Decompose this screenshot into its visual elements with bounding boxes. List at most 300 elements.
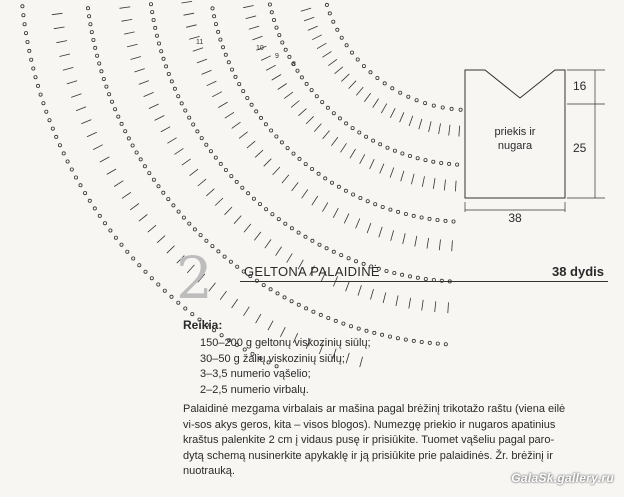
- double-crochet-stitch: [306, 116, 314, 124]
- chain-stitch: [440, 161, 443, 164]
- double-crochet-stitch: [184, 13, 195, 15]
- chain-stitch: [173, 87, 176, 90]
- chain-stitch: [305, 82, 308, 85]
- chain-stitch: [247, 192, 250, 195]
- double-crochet-stitch: [341, 74, 349, 82]
- chain-stitch: [365, 135, 368, 138]
- chain-stitch: [199, 234, 202, 237]
- double-crochet-stitch: [225, 112, 234, 118]
- chain-stitch: [415, 99, 418, 102]
- chain-stitch: [432, 104, 435, 107]
- chain-stitch: [188, 116, 191, 119]
- chain-stitch: [391, 87, 394, 90]
- chain-stitch: [304, 163, 307, 166]
- chain-stitch: [223, 255, 226, 258]
- chain-stitch: [428, 217, 431, 220]
- chain-stitch: [160, 50, 163, 53]
- chain-stitch: [191, 313, 194, 316]
- chain-stitch: [444, 219, 447, 222]
- chain-stitch: [55, 135, 58, 138]
- double-crochet-stitch: [202, 70, 212, 74]
- pattern-header: [240, 262, 608, 282]
- chain-stitch: [93, 207, 96, 210]
- chain-stitch: [117, 115, 120, 118]
- chain-stitch: [319, 313, 322, 316]
- chain-stitch: [280, 141, 283, 144]
- row-marker: 9: [275, 53, 279, 60]
- chain-stitch: [351, 127, 354, 130]
- materials-item: 30–50 g žalių viskozinių siūlų;: [200, 352, 345, 365]
- double-crochet-stitch: [232, 299, 238, 308]
- chain-stitch: [102, 77, 105, 80]
- chain-stitch: [383, 82, 386, 85]
- double-crochet-stitch: [391, 230, 394, 240]
- double-crochet-stitch: [444, 180, 445, 191]
- chain-stitch: [304, 235, 307, 238]
- chain-stitch: [272, 18, 275, 21]
- double-crochet-stitch: [449, 125, 450, 136]
- double-crochet-stitch: [379, 227, 382, 237]
- chain-stitch: [332, 112, 335, 115]
- chain-stitch: [275, 26, 278, 29]
- materials-list: [200, 336, 371, 398]
- chain-stitch: [236, 265, 239, 268]
- chain-stitch: [242, 90, 245, 93]
- chain-stitch: [352, 193, 355, 196]
- chain-stitch: [412, 214, 415, 217]
- double-crochet-stitch: [67, 81, 77, 84]
- schematic-label-line2: nugara: [497, 140, 533, 152]
- instructions-paragraph: [183, 402, 603, 480]
- double-crochet-stitch: [356, 219, 360, 229]
- chain-stitch: [283, 296, 286, 299]
- double-crochet-stitch: [350, 149, 356, 158]
- chain-stitch: [162, 191, 165, 194]
- chain-stitch: [255, 110, 258, 113]
- chain-stitch: [318, 243, 321, 246]
- double-crochet-stitch: [419, 119, 422, 129]
- chain-stitch: [436, 342, 439, 345]
- chain-stitch: [416, 157, 419, 160]
- chain-stitch: [217, 250, 220, 253]
- chain-stitch: [219, 38, 222, 41]
- chain-stitch: [205, 239, 208, 242]
- double-crochet-stitch: [93, 145, 103, 150]
- chain-stitch: [436, 218, 439, 221]
- chain-stitch: [262, 284, 265, 287]
- double-crochet-stitch: [298, 109, 306, 116]
- chain-stitch: [162, 57, 165, 60]
- dimension-top: 16: [573, 79, 587, 93]
- double-crochet-stitch: [127, 44, 138, 47]
- double-crochet-stitch: [244, 224, 251, 232]
- chain-stitch: [325, 247, 328, 250]
- double-crochet-stitch: [344, 214, 349, 224]
- chain-stitch: [196, 130, 199, 133]
- double-crochet-stitch: [312, 35, 322, 40]
- double-crochet-stitch: [207, 81, 217, 86]
- double-crochet-stitch: [381, 104, 387, 113]
- chain-stitch: [143, 165, 146, 168]
- double-crochet-stitch: [239, 132, 248, 139]
- chain-stitch: [366, 200, 369, 203]
- chain-stitch: [214, 23, 217, 26]
- chain-stitch: [432, 160, 435, 163]
- double-crochet-stitch: [390, 168, 394, 178]
- chain-stitch: [39, 93, 42, 96]
- double-crochet-stitch: [122, 192, 131, 198]
- chain-stitch: [58, 144, 61, 147]
- chain-stitch: [127, 137, 130, 140]
- chain-stitch: [193, 228, 196, 231]
- double-crochet-stitch: [341, 143, 347, 152]
- chain-stitch: [114, 236, 117, 239]
- chain-stitch: [369, 71, 372, 74]
- chain-stitch: [138, 264, 141, 267]
- double-crochet-stitch: [317, 43, 326, 49]
- chain-stitch: [408, 154, 411, 157]
- double-crochet-stitch: [206, 189, 214, 196]
- double-crochet-stitch: [59, 54, 70, 57]
- instructions-line: kraštus palenkite 2 cm į vidaus pusę ir prisiūkite. Tuomet vąšeliu pagal paro-: [183, 434, 555, 446]
- chain-stitch: [276, 292, 279, 295]
- chain-stitch: [328, 12, 331, 15]
- double-crochet-stitch: [107, 169, 116, 174]
- chain-stitch: [45, 110, 48, 113]
- chain-stitch: [428, 341, 431, 344]
- chain-stitch: [74, 176, 77, 179]
- chain-stitch: [62, 152, 65, 155]
- chain-stitch: [86, 7, 89, 10]
- chain-stitch: [284, 222, 287, 225]
- double-crochet-stitch: [167, 138, 176, 144]
- chain-stitch: [152, 18, 155, 21]
- double-crochet-stitch: [265, 239, 271, 248]
- chain-stitch: [349, 325, 352, 328]
- chain-stitch: [334, 319, 337, 322]
- chain-stitch: [396, 337, 399, 340]
- double-crochet-stitch: [249, 26, 259, 29]
- double-crochet-stitch: [364, 93, 370, 102]
- double-crochet-stitch: [401, 171, 404, 181]
- double-crochet-stitch: [278, 84, 287, 90]
- chain-stitch: [275, 135, 278, 138]
- chain-stitch: [297, 303, 300, 306]
- materials-item: 150–200 g geltonų viskozinių siūlų;: [200, 337, 371, 349]
- double-crochet-stitch: [244, 307, 250, 316]
- chain-stitch: [100, 70, 103, 73]
- materials-heading: Reikia:: [183, 318, 223, 332]
- double-crochet-stitch: [276, 247, 282, 256]
- double-crochet-stitch: [371, 289, 374, 299]
- chain-stitch: [219, 162, 222, 165]
- double-crochet-stitch: [139, 81, 149, 85]
- double-crochet-stitch: [56, 41, 67, 43]
- double-crochet-stitch: [272, 75, 281, 81]
- chain-stitch: [22, 14, 25, 17]
- chain-stitch: [209, 150, 212, 153]
- chain-stitch: [372, 139, 375, 142]
- chain-stitch: [317, 172, 320, 175]
- chain-stitch: [110, 100, 113, 103]
- double-crochet-stitch: [71, 94, 81, 98]
- double-crochet-stitch: [328, 59, 337, 65]
- materials-item: 2–2,5 numerio virbalų.: [200, 383, 309, 396]
- chain-stitch: [404, 338, 407, 341]
- chain-stitch: [297, 231, 300, 234]
- chain-stitch: [170, 295, 173, 298]
- double-crochet-stitch: [174, 148, 183, 154]
- double-crochet-stitch: [400, 112, 404, 122]
- double-crochet-stitch: [198, 179, 206, 186]
- double-crochet-stitch: [247, 141, 255, 148]
- chain-stitch: [397, 210, 400, 213]
- chain-stitch: [358, 131, 361, 134]
- chain-stitch: [24, 31, 27, 34]
- double-crochet-stitch: [292, 182, 299, 191]
- chain-stitch: [362, 65, 365, 68]
- double-crochet-stitch: [232, 122, 241, 128]
- chain-stitch: [98, 62, 101, 65]
- double-crochet-stitch: [291, 101, 299, 108]
- materials-item: 3–3,5 numerio vąšelio;: [200, 368, 311, 380]
- chain-stitch: [269, 288, 272, 291]
- chain-stitch: [182, 216, 185, 219]
- chain-stitch: [290, 227, 293, 230]
- instructions-line: nuotrauką.: [183, 465, 235, 477]
- chain-stitch: [284, 48, 287, 51]
- chain-stitch: [321, 101, 324, 104]
- chain-stitch: [167, 72, 170, 75]
- double-crochet-stitch: [181, 1, 192, 3]
- chain-stitch: [270, 11, 273, 14]
- chain-stitch: [157, 42, 160, 45]
- chain-stitch: [332, 250, 335, 253]
- chain-stitch: [300, 76, 303, 79]
- chain-stitch: [109, 229, 112, 232]
- chain-stitch: [278, 34, 281, 37]
- double-crochet-stitch: [225, 207, 233, 215]
- double-crochet-stitch: [403, 233, 406, 244]
- chain-stitch: [340, 36, 343, 39]
- chain-stitch: [345, 44, 348, 47]
- chain-stitch: [23, 23, 26, 26]
- double-crochet-stitch: [124, 32, 135, 34]
- double-crochet-stitch: [148, 225, 156, 232]
- chain-stitch: [292, 152, 295, 155]
- chain-stitch: [325, 3, 328, 6]
- chain-stitch: [420, 340, 423, 343]
- chain-stitch: [264, 123, 267, 126]
- chain-stitch: [214, 156, 217, 159]
- double-crochet-stitch: [149, 104, 159, 109]
- chain-stitch: [34, 76, 37, 79]
- double-crochet-stitch: [134, 69, 144, 72]
- chain-stitch: [170, 80, 173, 83]
- chain-stitch: [338, 117, 341, 120]
- chain-stitch: [376, 76, 379, 79]
- chain-stitch: [268, 3, 271, 6]
- double-crochet-stitch: [427, 238, 429, 249]
- chain-stitch: [120, 122, 123, 125]
- chain-stitch: [288, 55, 291, 58]
- chain-stitch: [94, 46, 97, 49]
- double-crochet-stitch: [76, 107, 86, 111]
- chain-stitch: [311, 239, 314, 242]
- chain-stitch: [310, 89, 313, 92]
- chain-stitch: [139, 158, 142, 161]
- chain-stitch: [330, 181, 333, 184]
- chain-stitch: [381, 333, 384, 336]
- double-crochet-stitch: [383, 293, 386, 304]
- double-crochet-stitch: [255, 150, 263, 157]
- chain-stitch: [105, 85, 108, 88]
- chain-stitch: [420, 216, 423, 219]
- chain-stitch: [344, 189, 347, 192]
- chain-stitch: [148, 172, 151, 175]
- chain-stitch: [336, 28, 339, 31]
- double-crochet-stitch: [256, 314, 261, 323]
- chain-stitch: [108, 93, 111, 96]
- chain-stitch: [157, 283, 160, 286]
- chain-stitch: [259, 116, 262, 119]
- double-crochet-stitch: [346, 281, 350, 291]
- double-crochet-stitch: [254, 232, 261, 241]
- chain-stitch: [205, 143, 208, 146]
- chain-stitch: [211, 7, 214, 10]
- chain-stitch: [172, 204, 175, 207]
- chain-stitch: [327, 316, 330, 319]
- chain-stitch: [167, 198, 170, 201]
- chain-stitch: [441, 106, 444, 109]
- double-crochet-stitch: [429, 121, 432, 131]
- chain-stitch: [48, 119, 51, 122]
- chain-stitch: [235, 180, 238, 183]
- double-crochet-stitch: [331, 137, 338, 146]
- chain-stitch: [332, 20, 335, 23]
- instructions-line: Palaidinė mezgama virbalais ar mašina pagal brėžinį trikotažo raštu (viena eilė: [183, 403, 566, 415]
- chain-stitch: [399, 91, 402, 94]
- chain-stitch: [337, 185, 340, 188]
- chain-stitch: [389, 208, 392, 211]
- chain-stitch: [42, 102, 45, 105]
- double-crochet-stitch: [273, 167, 280, 175]
- double-crochet-stitch: [157, 236, 165, 243]
- double-crochet-stitch: [323, 131, 330, 139]
- double-crochet-stitch: [212, 92, 222, 97]
- chain-stitch: [132, 257, 135, 260]
- pattern-size: 38 dydis: [551, 264, 604, 279]
- chain-stitch: [238, 83, 241, 86]
- chain-stitch: [229, 260, 232, 263]
- chain-stitch: [79, 184, 82, 187]
- chain-stitch: [315, 95, 318, 98]
- chain-stitch: [157, 185, 160, 188]
- double-crochet-stitch: [367, 223, 371, 233]
- double-crochet-stitch: [435, 301, 436, 312]
- chain-stitch: [312, 310, 315, 313]
- double-crochet-stitch: [415, 236, 417, 247]
- instructions-line: dytą schemą nusinerkite apykaklę ir ją prisiūkite prie palaidinės. Žr. brėžinį ir: [183, 449, 553, 462]
- chain-stitch: [401, 152, 404, 155]
- instructions-line: vi-sos akys geros, kita – visos blogos). Numezgę priekio ir nugaros apatinius: [183, 418, 556, 431]
- double-crochet-stitch: [122, 19, 133, 21]
- double-crochet-stitch: [312, 196, 318, 205]
- chain-stitch: [150, 277, 153, 280]
- chain-stitch: [250, 103, 253, 106]
- chain-stitch: [224, 53, 227, 56]
- chain-stitch: [350, 51, 353, 54]
- chain-stitch: [393, 149, 396, 152]
- chain-stitch: [324, 177, 327, 180]
- chain-stitch: [131, 144, 134, 147]
- double-crochet-stitch: [215, 198, 223, 206]
- chain-stitch: [177, 95, 180, 98]
- chain-stitch: [444, 343, 447, 346]
- chain-stitch: [340, 254, 343, 257]
- chain-stitch: [230, 175, 233, 178]
- double-crochet-stitch: [439, 123, 441, 134]
- double-crochet-stitch: [360, 154, 365, 164]
- chain-stitch: [424, 159, 427, 162]
- double-crochet-stitch: [422, 300, 424, 311]
- chain-stitch: [98, 214, 101, 217]
- double-crochet-stitch: [120, 7, 131, 9]
- chain-stitch: [347, 257, 350, 260]
- chain-stitch: [290, 300, 293, 303]
- chain-stitch: [388, 335, 391, 338]
- chain-stitch: [412, 339, 415, 342]
- double-crochet-stitch: [220, 291, 226, 300]
- chain-stitch: [277, 218, 280, 221]
- double-crochet-stitch: [130, 204, 139, 210]
- chain-stitch: [221, 46, 224, 49]
- chain-stitch: [230, 68, 233, 71]
- chain-stitch: [227, 61, 230, 64]
- chain-stitch: [357, 327, 360, 330]
- chain-stitch: [258, 203, 261, 206]
- double-crochet-stitch: [155, 116, 165, 121]
- chain-stitch: [381, 205, 384, 208]
- chain-stitch: [32, 67, 35, 70]
- double-crochet-stitch: [380, 164, 384, 174]
- double-crochet-stitch: [452, 240, 453, 251]
- double-crochet-stitch: [349, 81, 357, 89]
- row-marker: 8: [292, 61, 296, 68]
- chain-stitch: [286, 147, 289, 150]
- double-crochet-stitch: [81, 120, 91, 124]
- double-crochet-stitch: [304, 17, 314, 21]
- double-crochet-stitch: [243, 6, 254, 8]
- double-crochet-stitch: [282, 175, 289, 183]
- double-crochet-stitch: [52, 13, 63, 14]
- double-crochet-stitch: [439, 239, 440, 250]
- double-crochet-stitch: [333, 208, 338, 218]
- double-crochet-stitch: [356, 87, 363, 95]
- double-crochet-stitch: [448, 302, 449, 313]
- double-crochet-stitch: [186, 25, 197, 28]
- double-crochet-stitch: [182, 159, 191, 165]
- chain-stitch: [30, 58, 33, 61]
- chain-stitch: [450, 107, 453, 110]
- double-crochet-stitch: [433, 178, 435, 189]
- chain-stitch: [326, 106, 329, 109]
- double-crochet-stitch: [396, 295, 398, 306]
- chain-stitch: [96, 54, 99, 57]
- row-marker: 11: [196, 39, 204, 46]
- chain-stitch: [224, 168, 227, 171]
- chain-stitch: [217, 30, 220, 33]
